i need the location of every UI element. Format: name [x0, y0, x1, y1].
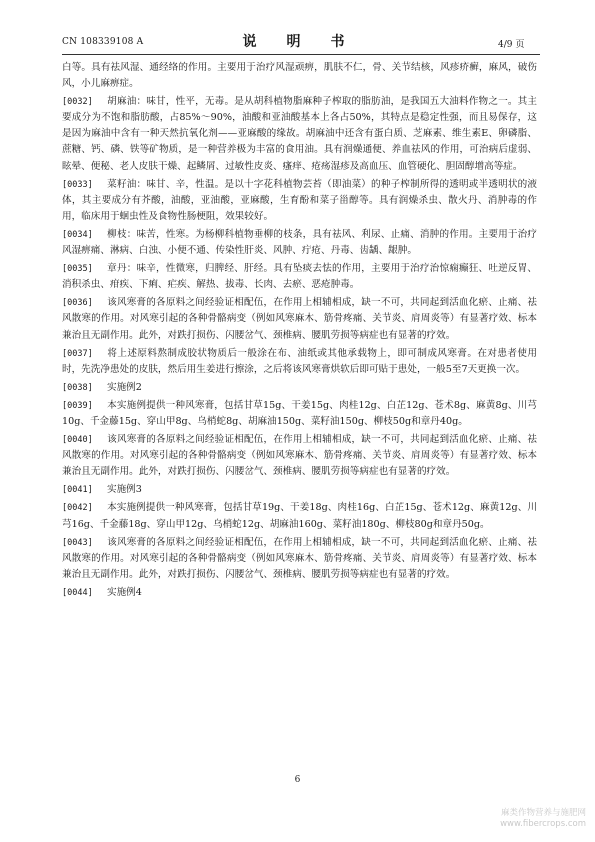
paragraph-text: 菜籽油：味甘、辛，性温。是以十字花科植物芸苔（即油菜）的种子榨制所得的透明或半透明状的液体，其主要成分有芥酸，油酸，亚油酸，亚麻酸，生育酚和菜子甾醇等。具有润燥杀虫、散火丹、消肿毒的作用，临床用于蛔虫性及食物性肠梗阻，效果较好。: [62, 178, 537, 222]
section-heading: [62, 585, 537, 601]
section-heading: [62, 380, 537, 396]
paragraph-number: [0038]: [62, 382, 93, 393]
paragraph-text: 实施例4: [107, 586, 142, 598]
paragraph-text: 章丹：味辛，性微寒，归脾经、肝经。具有坠痰去怯的作用，主要用于治疗治惊痫癫狂、吐逆反胃、消积杀虫、疳疾、下痢、疟疾、解热、拔毒、长肉、去瘀、恶疮肿毒。: [62, 263, 537, 291]
page-number: 6: [294, 775, 301, 785]
paragraph-text: 实施例3: [107, 484, 142, 496]
paragraph-text: 白等。具有祛风湿、通经络的作用。主要用于治疗风湿顽痹，肌肤不仁，骨、关节结核，风疹疥癣，麻风，破伤风，小儿麻痹症。: [62, 62, 537, 90]
document-body: [62, 60, 537, 603]
paragraph: [62, 60, 537, 92]
section-heading: [62, 482, 537, 498]
paragraph: [62, 500, 537, 532]
page-title: 说 明 书: [242, 34, 353, 50]
paragraph-number: [0043]: [62, 537, 93, 548]
paragraph: [62, 177, 537, 225]
paragraph-number: [0032]: [62, 97, 93, 108]
doc-number: CN 108339108 A: [62, 37, 144, 47]
paragraph-number: [0042]: [62, 503, 93, 514]
paragraph-number: [0037]: [62, 348, 93, 359]
paragraph: [62, 398, 537, 430]
paragraph: [62, 227, 537, 259]
watermark-url: www.fibercrops.com: [500, 819, 586, 829]
paragraph: [62, 295, 537, 343]
paragraph-text: 胡麻油：味甘，性平，无毒。是从胡科植物脂麻种子榨取的脂肪油，是我国五大油料作物之一。其主要成分为不饱和脂肪酸，占85%～90%，油酸和亚油酸基本上各占50%，其特点是稳定性强，而且易保存，这是因为麻油中含有一种天然抗氧化剂——亚麻酸的缘故。胡麻油中还含有蛋白质、芝麻素、维生素E、卵磷脂、蔗糖、钙、磷、铁等矿物质，是一种营养极为丰富的食用油。具有润燥通便、养血祛风的作用，可治病后虚弱、眩晕、便秘、老人皮肤干燥、起鳞屑、过敏性皮炎、瘙痒、疮疡湿疹及高血压、血管硬化、胆固醇增高等症。: [62, 96, 537, 172]
watermark-title: 麻类作物营养与施肥网: [500, 808, 586, 818]
paragraph-number: [0033]: [62, 179, 93, 190]
paragraph-text: 实施例2: [107, 381, 142, 393]
paragraph-number: [0040]: [62, 435, 93, 446]
paragraph: [62, 261, 537, 293]
paragraph-text: 将上述原料熬制成胶状物质后一般涂在布、油纸或其他承载物上，即可制成风寒膏。在对患者使用时，先洗净患处的皮肤，然后用生姜进行擦涂，之后将该风寒膏烘软后即可贴于患处，一般5至7天更换一次。: [62, 347, 537, 375]
paragraph-number: [0041]: [62, 485, 93, 496]
paragraph-text: 该风寒膏的各原料之间经验证相配伍，在作用上相辅相成，缺一不可，共同起到活血化瘀、止痛、祛风散寒的作用。对风寒引起的各种骨骼病变（例如风寒麻木、筋骨疼痛、关节炎、肩周炎等）有显著疗效、标本兼治且无副作用。此外，对跌打损伤、闪腰岔气、颈椎病、腰肌劳损等病症也有显著的疗效。: [62, 297, 537, 341]
paragraph-text: 本实施例提供一种风寒膏，包括甘草15g、干姜15g、肉桂12g、白芷12g、苍术8g、麻黄8g、川芎10g、千金藤15g、穿山甲8g、乌梢蛇8g、胡麻油150g、菜籽油150g、柳枝50g和章丹40g。: [62, 399, 537, 427]
paragraph-number: [0044]: [62, 587, 93, 598]
watermark: [436, 808, 586, 830]
paragraph-number: [0035]: [62, 264, 93, 275]
paragraph: [62, 432, 537, 480]
paragraph-text: 该风寒膏的各原料之间经验证相配伍，在作用上相辅相成，缺一不可，共同起到活血化瘀、止痛、祛风散寒的作用。对风寒引起的各种骨骼病变（例如风寒麻木、筋骨疼痛、关节炎、肩周炎等）有显著疗效、标本兼治且无副作用。此外，对跌打损伤、闪腰岔气、颈椎病、腰肌劳损等病症也有显著的疗效。: [62, 434, 537, 478]
paragraph: [62, 346, 537, 378]
paragraph-number: [0039]: [62, 400, 93, 411]
page-info: 4/9 页: [498, 40, 525, 50]
paragraph-number: [0036]: [62, 298, 93, 309]
paragraph: [62, 535, 537, 583]
paragraph-text: 该风寒膏的各原料之间经验证相配伍，在作用上相辅相成，缺一不可，共同起到活血化瘀、止痛、祛风散寒的作用。对风寒引起的各种骨骼病变（例如风寒麻木、筋骨疼痛、关节炎、肩周炎等）有显著疗效、标本兼治且无副作用。此外，对跌打损伤、闪腰岔气、颈椎病、腰肌劳损等病症也有显著的疗效。: [62, 536, 537, 580]
paragraph-number: [0034]: [62, 229, 93, 240]
paragraph-text: 柳枝：味苦，性寒。为杨柳科植物垂柳的枝条，具有祛风、利尿、止痛、消肿的作用。主要用于治疗风湿痹痛、淋病、白浊、小便不通、传染性肝炎、风肿、疔疮、丹毒、齿龋、龈肿。: [62, 228, 537, 257]
paragraph: [62, 94, 537, 174]
header-divider: [62, 54, 540, 55]
paragraph-text: 本实施例提供一种风寒膏，包括甘草19g、干姜18g、肉桂16g、白芷15g、苍术12g、麻黄12g、川芎16g、千金藤18g、穿山甲12g、乌梢蛇12g、胡麻油160g、菜籽油180g、柳枝80g和章丹50g。: [62, 502, 537, 530]
